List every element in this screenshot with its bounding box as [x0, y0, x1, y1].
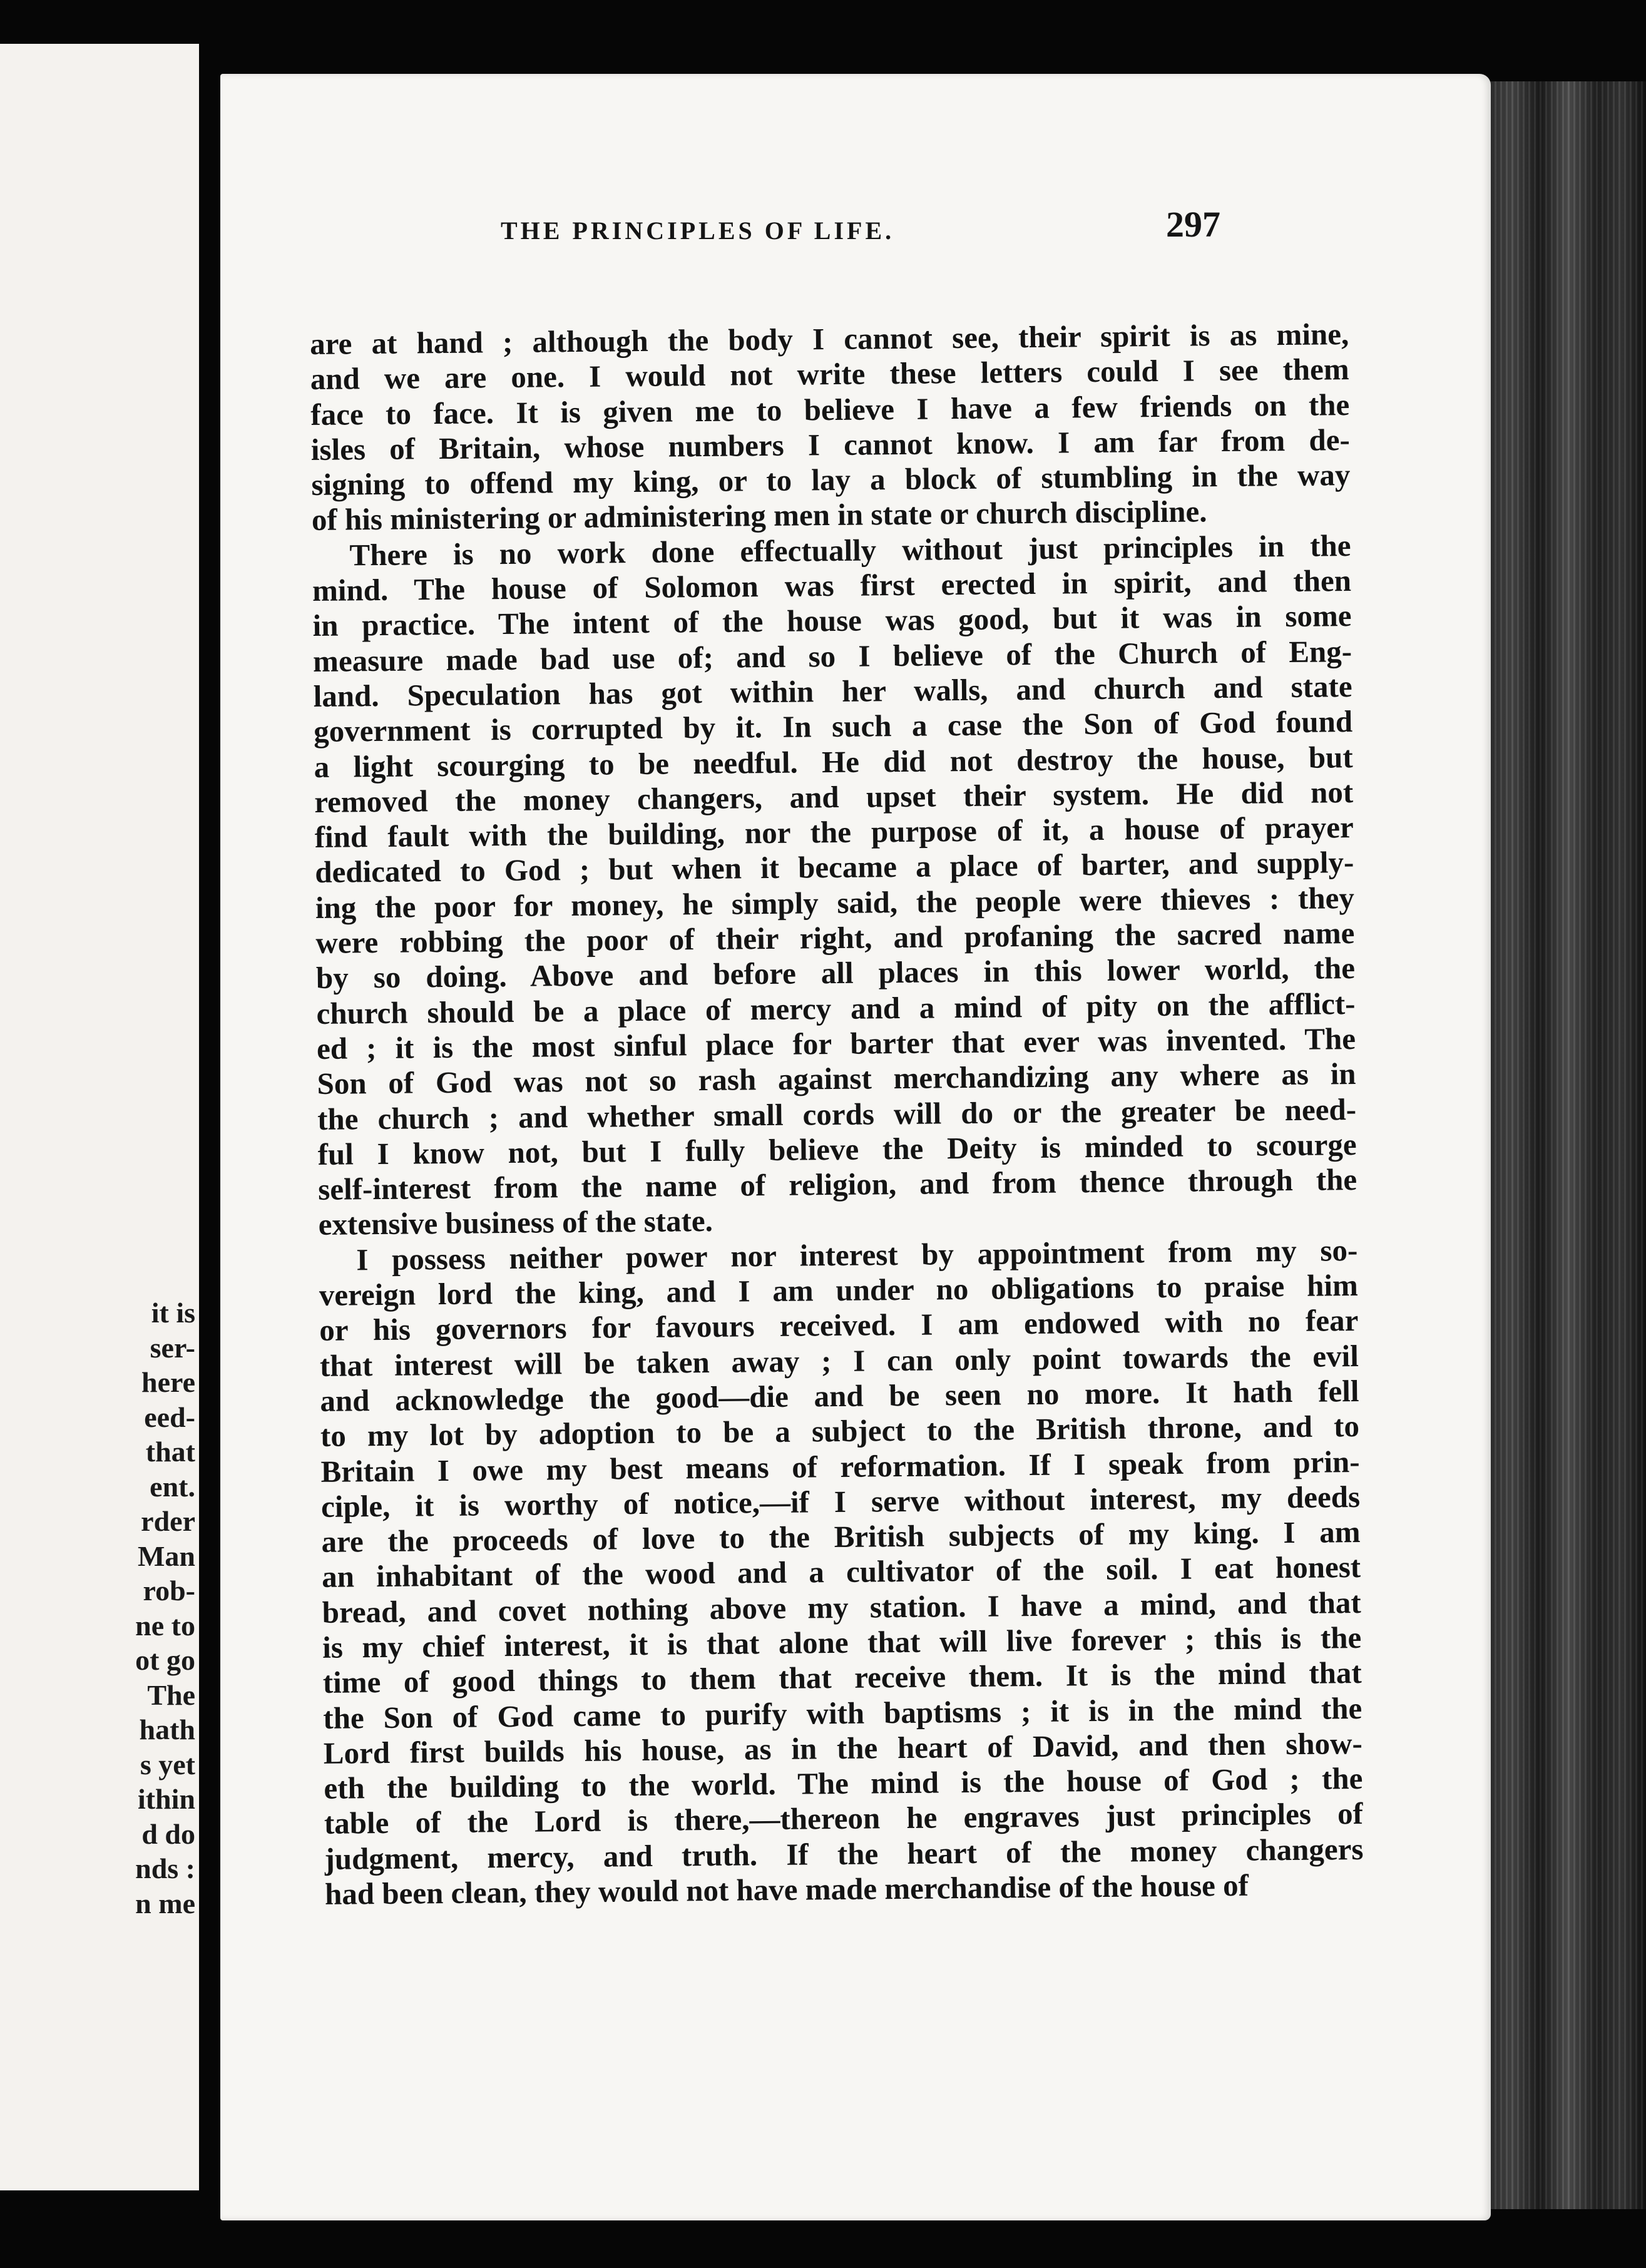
text-line: Britain I owe my best means of reformation. If I speak from prin-	[320, 1444, 1360, 1489]
text-line: the church ; and whether small cords will do or the greater be need-	[317, 1091, 1357, 1137]
facing-page-line: ne to	[135, 1609, 195, 1642]
facing-page-line: The	[147, 1678, 195, 1711]
text-line: the Son of God came to purify with baptisms ; it is in the mind the	[323, 1690, 1362, 1735]
text-line: measure made bad use of; and so I believe of the Church of Eng-	[312, 633, 1352, 678]
facing-page-left	[0, 44, 199, 2190]
facing-page-line: Man	[138, 1540, 195, 1572]
running-head	[501, 203, 1220, 253]
text-line: church should be a place of mercy and a mind of pity on the afflict-	[316, 986, 1356, 1031]
text-line: is my chief interest, it is that alone that will live forever ; this is the	[322, 1620, 1362, 1665]
text-line: vereign lord the king, and I am under no obligations to praise him	[319, 1268, 1359, 1312]
text-line: There is no work done effectually without just principles in the	[349, 528, 1351, 573]
facing-page-line: it is	[151, 1297, 195, 1329]
text-line: table of the Lord is there,—thereon he engraves just principles of	[324, 1796, 1364, 1841]
text-line: land. Speculation has got within her walls, and church and state	[313, 669, 1352, 713]
facing-page-line: here	[141, 1366, 195, 1398]
text-line: Lord first builds his house, as in the heart of David, and then show-	[323, 1725, 1363, 1770]
text-line: time of good things to them that receive them. It is the mind that	[322, 1655, 1362, 1700]
facing-page-line: n me	[135, 1887, 195, 1919]
facing-page-line: nds :	[135, 1852, 195, 1884]
text-line: are the proceeds of love to the British subjects of my king. I am	[321, 1515, 1361, 1560]
facing-page-line: s yet	[140, 1748, 195, 1780]
text-line: ful I know not, but I fully believe the Deity is minded to scourge	[317, 1126, 1357, 1172]
text-line: are at hand ; although the body I cannot see, their spirit is as mine,	[310, 317, 1349, 361]
text-line: eth the building to the world. The mind is the house of God ; the	[324, 1761, 1363, 1806]
text-line: a light scourging to be needful. He did not destroy the house, but	[314, 739, 1353, 784]
page-number: 297	[1166, 204, 1220, 245]
text-line: mind. The house of Solomon was first erected in spirit, and then	[312, 563, 1352, 608]
facing-page-line: ent.	[150, 1470, 195, 1503]
text-line: ed ; it is the most sinful place for barter that ever was invented. The	[316, 1021, 1356, 1066]
text-line: find fault with the building, nor the purpose of it, a house of prayer	[314, 810, 1354, 855]
text-line: of his ministering or administering men in state or church discipline.	[311, 494, 1207, 538]
text-line: had been clean, they would not have made merchandise of the house of	[324, 1867, 1249, 1911]
text-line: and acknowledge the good—die and be seen no more. It hath fell	[320, 1373, 1359, 1418]
text-line: or his governors for favours received. I am endowed with no fear	[319, 1303, 1359, 1348]
text-line: in practice. The intent of the house was good, but it was in some	[312, 598, 1352, 643]
facing-page-line: rder	[141, 1505, 195, 1537]
body-text	[310, 317, 1364, 1912]
text-line: face to face. It is given me to believe I have a few friends on the	[310, 387, 1350, 432]
text-line: by so doing. Above and before all places in this lower world, the	[315, 951, 1356, 996]
text-line: signing to offend my king, or to lay a block of stumbling in the way	[311, 457, 1351, 503]
text-line: isles of Britain, whose numbers I cannot know. I am far from de-	[310, 422, 1351, 467]
text-line: were robbing the poor of their right, and profaning the sacred name	[315, 916, 1355, 961]
text-line: ing the poor for money, he simply said, the people were thieves : they	[315, 880, 1355, 925]
text-line: to my lot by adoption to be a subject to the British throne, and to	[320, 1409, 1360, 1454]
text-line: Son of God was not so rash against merchandizing any where as in	[317, 1056, 1356, 1101]
text-line: bread, and covet nothing above my station. I have a mind, and that	[322, 1585, 1361, 1630]
facing-page-line: ser-	[150, 1331, 195, 1364]
text-line: removed the money changers, and upset their system. He did not	[314, 774, 1354, 819]
facing-page-line: ithin	[137, 1783, 195, 1815]
text-line: I possess neither power nor interest by appointment from my so-	[356, 1232, 1358, 1277]
text-line: self-interest from the name of religion, and from thence through the	[317, 1162, 1357, 1207]
facing-page-line: that	[145, 1436, 195, 1468]
text-line: and we are one. I would not write these letters could I see them	[310, 352, 1349, 397]
facing-page-line: hath	[139, 1714, 195, 1745]
text-line: extensive business of the state.	[318, 1203, 713, 1242]
text-line: dedicated to God ; but when it became a place of barter, and supply-	[315, 845, 1354, 890]
text-line: that interest will be taken away ; I can only point towards the evil	[319, 1338, 1359, 1383]
facing-page-line: rob-	[143, 1575, 195, 1606]
text-line: an inhabitant of the wood and a cultivator of the soil. I eat honest	[321, 1550, 1361, 1595]
running-title: THE PRINCIPLES OF LIFE.	[501, 217, 895, 245]
facing-page-line: eed-	[144, 1401, 195, 1433]
facing-page-line: d do	[141, 1817, 195, 1850]
text-line: judgment, mercy, and truth. If the heart of the money changers	[324, 1831, 1364, 1876]
text-line: government is corrupted by it. In such a case the Son of God found	[313, 704, 1353, 749]
book-page-edges	[1483, 81, 1646, 2209]
text-line: ciple, it is worthy of notice,—if I serve without interest, my deeds	[320, 1479, 1361, 1524]
facing-page-line: ot go	[135, 1644, 195, 1676]
facing-page-text-fragments	[8, 1295, 195, 1921]
